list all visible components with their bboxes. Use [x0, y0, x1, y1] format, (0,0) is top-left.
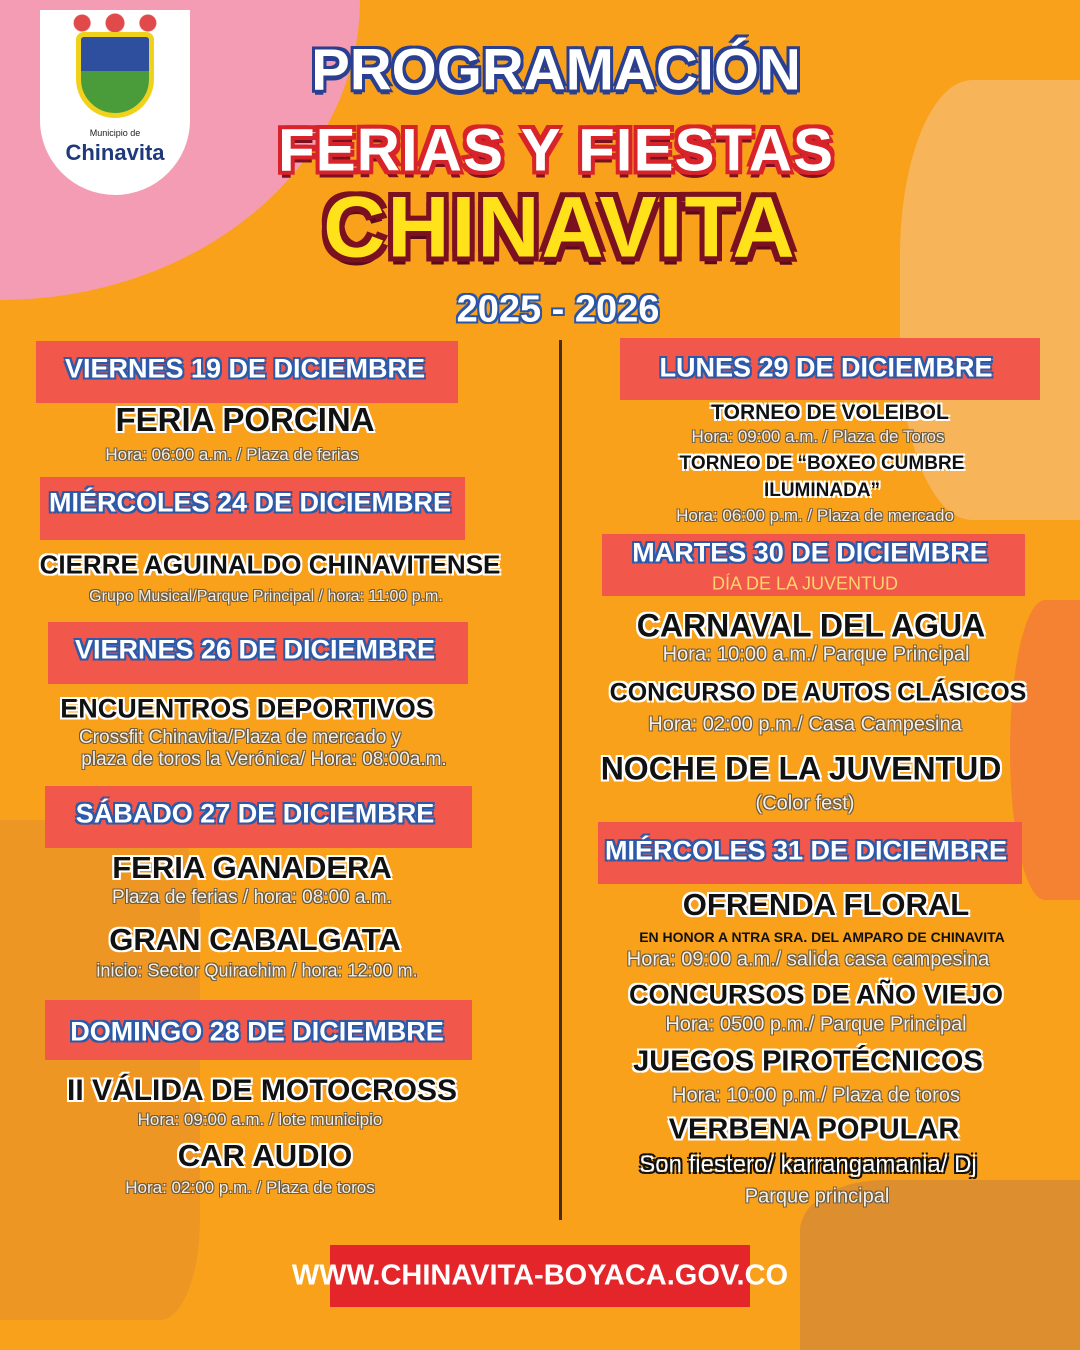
event-details: (Color fest) [755, 792, 855, 815]
day-heading: VIERNES 26 DE DICIEMBRE [74, 634, 436, 665]
event-title: CAR AUDIO [177, 1138, 353, 1173]
event-title: OFRENDA FLORAL [682, 887, 970, 922]
event-details: plaza de toros la Verónica/ Hora: 08:00a.m. [81, 749, 447, 770]
event-details: Hora: 09:00 a.m. / lote municipio [137, 1110, 383, 1129]
event-title: CONCURSO DE AUTOS CLÁSICOS [609, 678, 1027, 707]
event-details: Hora: 02:00 p.m./ Casa Campesina [648, 713, 962, 736]
event-details: Plaza de ferias / hora: 08:00 a.m. [112, 887, 392, 908]
event-title: TORNEO DE “BOXEO CUMBRE [679, 453, 965, 474]
day-heading: MIÉRCOLES 24 DE DICIEMBRE [48, 487, 452, 518]
event-details: Hora: 02:00 p.m. / Plaza de toros [125, 1178, 375, 1197]
event-details: Hora: 06:00 p.m. / Plaza de mercado [676, 506, 954, 525]
event-title: CONCURSOS DE AÑO VIEJO [628, 979, 1004, 1010]
day-heading: MARTES 30 DE DICIEMBRE [632, 537, 988, 568]
event-note: EN HONOR A NTRA SRA. DEL AMPARO DE CHINAVITA [639, 929, 1005, 945]
event-title: GRAN CABALGATA [109, 922, 401, 957]
event-title: II VÁLIDA DE MOTOCROSS [66, 1074, 458, 1107]
title-chinavita: CHINAVITA [323, 179, 797, 276]
event-title: ILUMINADA” [763, 480, 881, 501]
event-details: Son fiestero/ karrangamania/ Dj [639, 1151, 977, 1178]
event-details: Hora: 10:00 p.m./ Plaza de toros [672, 1084, 960, 1107]
title-ferias-y-fiestas: FERIAS Y FIESTAS [277, 116, 835, 184]
website-link[interactable]: WWW.CHINAVITA-BOYACA.GOV.CO [291, 1259, 789, 1292]
event-details: Hora: 06:00 a.m. / Plaza de ferias [105, 445, 359, 464]
event-title: VERBENA POPULAR [668, 1113, 960, 1146]
event-details: Parque principal [744, 1185, 890, 1208]
column-divider [559, 340, 562, 1220]
municipality-logo [40, 10, 190, 195]
title-programacion: PROGRAMACIÓN [311, 37, 801, 103]
day-heading: MIÉRCOLES 31 DE DICIEMBRE [604, 835, 1008, 866]
event-title: CARNAVAL DEL AGUA [636, 607, 986, 644]
day-theme: DÍA DE LA JUVENTUD [711, 573, 899, 594]
day-heading: VIERNES 19 DE DICIEMBRE [64, 353, 426, 384]
event-details: Crossfit Chinavita/Plaza de mercado y [78, 727, 402, 748]
event-details: Hora: 0500 p.m./ Parque Principal [665, 1013, 967, 1036]
day-heading: DOMINGO 28 DE DICIEMBRE [70, 1016, 444, 1047]
event-title: NOCHE DE LA JUVENTUD [600, 750, 1002, 787]
day-heading: LUNES 29 DE DICIEMBRE [659, 352, 993, 383]
event-title: FERIA PORCINA [115, 401, 375, 438]
event-title: TORNEO DE VOLEIBOL [711, 401, 949, 424]
title-years: 2025 - 2026 [456, 288, 660, 331]
event-details: Hora: 09:00 a.m. / Plaza de Toros [691, 427, 945, 446]
logo-caption: Municipio de [89, 128, 141, 138]
logo-name: Chinavita [65, 140, 165, 165]
event-details: inicio: Sector Quirachim / hora: 12:00 m. [96, 960, 418, 981]
event-title: CIERRE AGUINALDO CHINAVITENSE [39, 549, 501, 580]
event-title: ENCUENTROS DEPORTIVOS [60, 693, 434, 724]
coat-of-arms-icon [76, 32, 154, 118]
event-details: Grupo Musical/Parque Principal / hora: 11:00 p.m. [89, 588, 443, 605]
event-details: Hora: 09:00 a.m./ salida casa campesina [626, 948, 990, 971]
day-heading: SÁBADO 27 DE DICIEMBRE [75, 798, 435, 829]
event-title: JUEGOS PIROTÉCNICOS [633, 1045, 983, 1078]
event-details: Hora: 10:00 a.m./ Parque Principal [662, 643, 970, 666]
event-title: FERIA GANADERA [112, 850, 392, 885]
